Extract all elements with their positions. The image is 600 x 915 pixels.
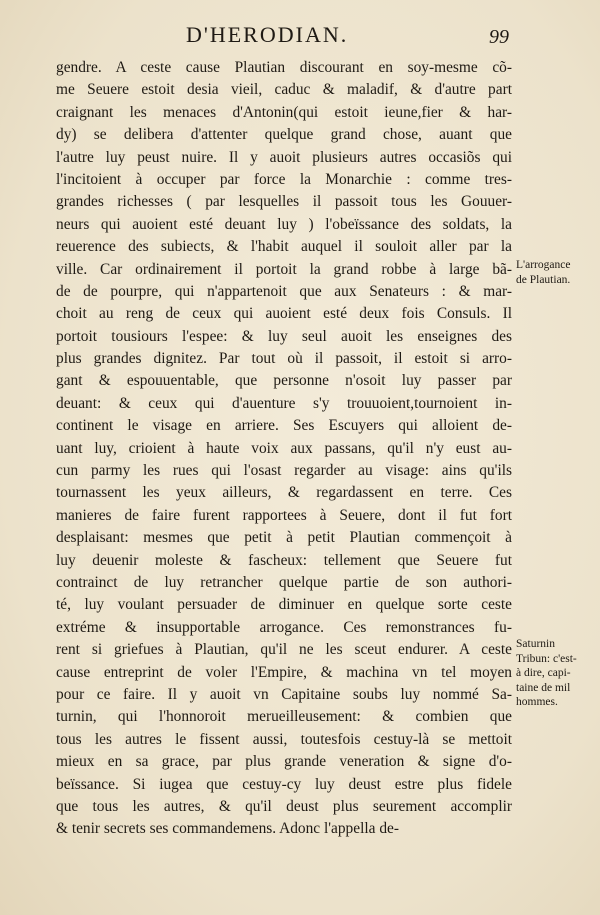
- text-line: ville. Car ordinairement il portoit la grand robbe à large bã-: [56, 260, 512, 278]
- text-line: beïssance. Si iugea que cestuy-cy luy deust estre plus fidele: [56, 775, 512, 793]
- page-number: 99: [489, 26, 509, 48]
- margin-note-line: L'arrogance: [516, 259, 571, 271]
- text-line: me Seuere estoit desia vieil, caduc & maladif, & d'autre part: [56, 81, 512, 99]
- text-line: portoit tousiours l'espee: & luy seul auoit les enseignes des: [56, 327, 512, 345]
- text-line: reuerence des subiects, & l'habit auquel il souloit aller par la: [56, 238, 512, 256]
- text-line: deuant: & ceux qui d'auenture s'y trouuoient,tournoient in-: [56, 394, 512, 412]
- text-line: desplaisant: mesmes que petit à petit Plautian commençoit à: [56, 529, 512, 547]
- text-line: grandes richesses ( par lesquelles il passoit tous les Gouuer-: [56, 193, 512, 211]
- text-line: continent le visage en arriere. Ses Escuyers qui alloient de-: [56, 417, 512, 435]
- margin-note-arrogance: [516, 258, 596, 287]
- running-head: [0, 22, 600, 48]
- text-line: rent si griefues à Plautian, qu'il ne les sceut endurer. A ceste: [56, 641, 512, 659]
- margin-note-line: taine de mil: [516, 681, 571, 694]
- margin-note-line: Saturnin: [516, 638, 555, 650]
- margin-note-line: Tribun: c'est-: [516, 652, 577, 665]
- text-line: manieres de faire furent rapportees à Seuere, dont il fut fort: [56, 506, 512, 524]
- text-line: craignant les menaces d'Antonin(qui estoit ieune,fier & har-: [56, 103, 512, 121]
- text-line: l'incitoient à occuper par force la Monarchie : comme tres-: [56, 170, 512, 188]
- text-line: gant & espouuentable, que personne n'osoit luy passer par: [56, 372, 512, 390]
- text-line: contrainct de luy retrancher quelque partie de son authori-: [56, 573, 512, 591]
- text-line: té, luy voulant persuader de diminuer en quelque sorte ceste: [56, 596, 512, 614]
- text-line: cun parmy les rues qui l'osast regarder au visage: ains qu'ils: [56, 462, 512, 480]
- running-title: D'HERODIAN.: [186, 22, 349, 47]
- margin-note-line: de Plautian.: [516, 273, 571, 286]
- text-line: tournassent les yeux ailleurs, & regardassent en terre. Ces: [56, 484, 512, 502]
- text-line: & tenir secrets ses commandemens. Adonc l'appella de-: [56, 820, 399, 838]
- body-text: [56, 57, 512, 841]
- text-line: luy deuenir moleste & fascheux: tellement que Seuere fut: [56, 551, 512, 569]
- text-line: mieux en sa grace, par plus grande veneration & signe d'o-: [56, 753, 512, 771]
- text-line: l'autre luy peust nuire. Il y auoit plusieurs autres occasiõs qui: [56, 148, 512, 166]
- text-line: plus grandes dignitez. Par tout où il passoit, il estoit si arro-: [56, 350, 512, 368]
- text-line: pour ce faire. Il y auoit vn Capitaine soubs luy nommé Sa-: [56, 685, 512, 703]
- text-line: dy) se delibera d'attenter quelque grand chose, auant que: [56, 126, 512, 144]
- margin-note-line: à dire, capi-: [516, 667, 571, 679]
- text-line: gendre. A ceste cause Plautian discourant en soy-mesme cõ-: [56, 59, 512, 76]
- text-line: neurs qui auoient esté deuant luy ) l'obeïssance des soldats, la: [56, 215, 512, 233]
- text-line: cause entreprint de voler l'Empire, & machina vn tel moyen: [56, 663, 512, 681]
- text-line: turnin, qui l'honnoroit merueilleusement: & combien que: [56, 708, 512, 726]
- text-line: tous les autres le fissent aussi, toutesfois cestuy-là se mettoit: [56, 730, 512, 748]
- text-line: extréme & insupportable arrogance. Ces remonstrances fu-: [56, 618, 512, 636]
- text-line: choit au reng de ceux qui auoient esté deux fois Consuls. Il: [56, 305, 512, 323]
- margin-note-line: hommes.: [516, 696, 558, 708]
- margin-note-saturnin: [516, 637, 596, 710]
- text-line: de de pourpre, qui n'appartenoit que aux Senateurs : & mar-: [56, 282, 512, 300]
- text-line: que tous les autres, & qu'il deust plus seurement accomplir: [56, 797, 512, 815]
- text-line: uant luy, crioient à haute voix aux passans, qu'il n'y eust au-: [56, 439, 512, 457]
